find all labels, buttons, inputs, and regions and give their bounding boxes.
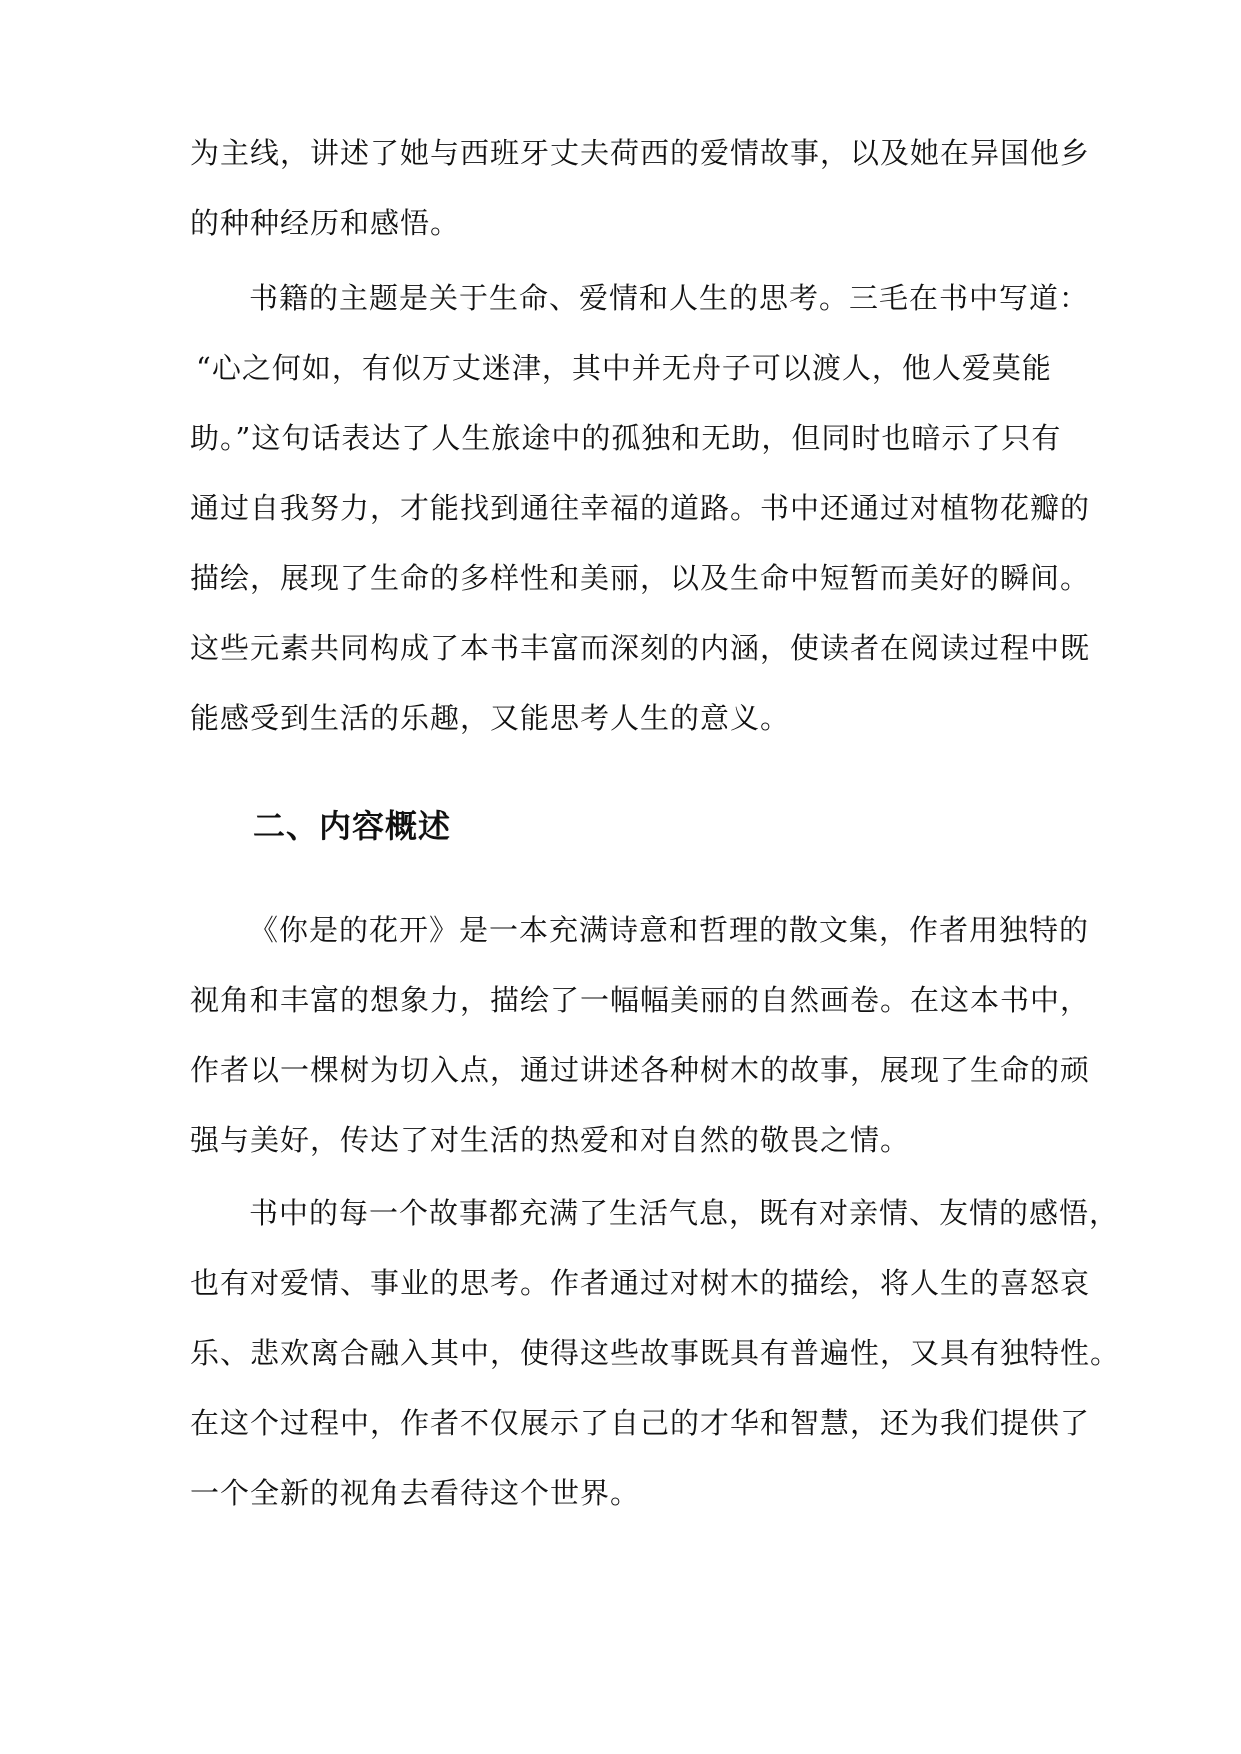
body-text-line: 一个全新的视角去看待这个世界。	[190, 1476, 641, 1510]
body-text-line: 乐、悲欢离合融入其中，使得这些故事既具有普遍性，又具有独特性。	[190, 1336, 1121, 1370]
body-text-line: 书中的每一个故事都充满了生活气息，既有对亲情、友情的感悟，	[249, 1196, 1120, 1230]
section-heading: 二、内容概述	[253, 807, 452, 845]
body-text-line: 能感受到生活的乐趣，又能思考人生的意义。	[190, 701, 791, 735]
body-text-line: 助。”这句话表达了人生旅途中的孤独和无助，但同时也暗示了只有	[190, 421, 1062, 455]
body-text-line: “心之何如，有似万丈迷津，其中并无舟子可以渡人，他人爱莫能	[196, 351, 1052, 385]
body-text-line: 的种种经历和感悟。	[190, 206, 461, 240]
body-text-line: 强与美好，传达了对生活的热爱和对自然的敬畏之情。	[190, 1123, 911, 1157]
body-text-line: 在这个过程中，作者不仅展示了自己的才华和智慧，还为我们提供了	[190, 1406, 1091, 1440]
body-text-line: 通过自我努力，才能找到通往幸福的道路。书中还通过对植物花瓣的	[190, 491, 1091, 525]
body-text-line: 也有对爱情、事业的思考。作者通过对树木的描绘，将人生的喜怒哀	[190, 1266, 1091, 1300]
body-text-line: 作者以一棵树为切入点，通过讲述各种树木的故事，展现了生命的顽	[190, 1053, 1091, 1087]
body-text-line: 《你是的花开》是一本充满诗意和哲理的散文集，作者用独特的	[249, 913, 1090, 947]
body-text-line: 为主线，讲述了她与西班牙丈夫荷西的爱情故事，以及她在异国他乡	[190, 136, 1091, 170]
body-text-line: 描绘，展现了生命的多样性和美丽，以及生命中短暂而美好的瞬间。	[190, 561, 1091, 595]
body-text-line: 视角和丰富的想象力，描绘了一幅幅美丽的自然画卷。在这本书中，	[190, 983, 1091, 1017]
body-text-line: 书籍的主题是关于生命、爱情和人生的思考。三毛在书中写道：	[249, 281, 1090, 315]
body-text-line: 这些元素共同构成了本书丰富而深刻的内涵，使读者在阅读过程中既	[190, 631, 1091, 665]
